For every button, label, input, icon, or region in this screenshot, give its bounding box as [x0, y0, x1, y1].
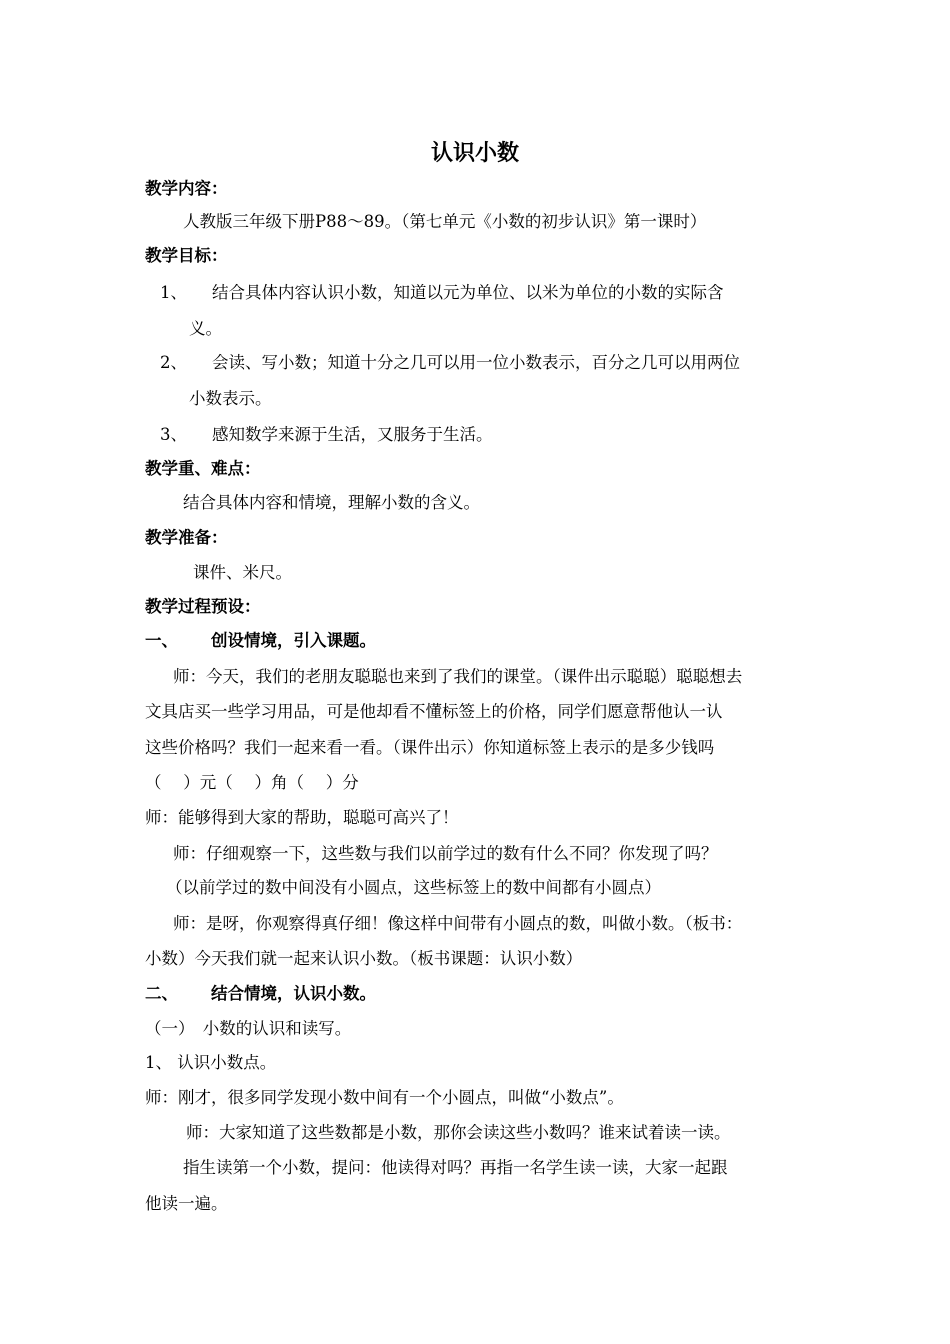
- prep-text: 课件、米尺。: [193, 563, 292, 582]
- goal-2: [160, 352, 825, 374]
- content-text: 人教版三年级下册P88～89。（第七单元《小数的初步认识》第一课时）: [183, 212, 707, 231]
- goal-2-line2: 小数表示。: [189, 389, 272, 408]
- heading-key-points: 教学重、难点：: [145, 459, 261, 478]
- para-1-line3: 这些价格吗？我们一起来看一看。（课件出示）你知道标签上表示的是多少钱吗: [145, 738, 715, 757]
- goal-1-number: 1、: [160, 283, 187, 302]
- para-8-line2: 他读一遍。: [145, 1194, 228, 1213]
- item-1: 1、 认识小数点。: [145, 1053, 277, 1072]
- para-1-line4: （ ）元（ ）角（ ）分: [145, 773, 359, 792]
- goal-2-number: 2、: [160, 353, 187, 372]
- part-1-title: 创设情境，引入课题。: [211, 631, 376, 650]
- part-1-number: 一、: [145, 631, 178, 650]
- para-5-line2: 小数）今天我们就一起来认识小数。（板书课题：认识小数）: [145, 949, 583, 968]
- para-6: 师：刚才，很多同学发现小数中间有一个小圆点，叫做“小数点”。: [145, 1088, 624, 1107]
- para-8-line1: 指生读第一个小数，提问：他读得对吗？再指一名学生读一读，大家一起跟: [183, 1158, 728, 1177]
- key-text: 结合具体内容和情境，理解小数的含义。: [183, 493, 480, 512]
- heading-content: 教学内容：: [145, 179, 228, 198]
- goal-3-number: 3、: [160, 425, 187, 444]
- para-1-line1: 师：今天，我们的老朋友聪聪也来到了我们的课堂。（课件出示聪聪）聪聪想去: [173, 667, 743, 686]
- page-title: 认识小数: [430, 141, 519, 166]
- goal-1: [160, 282, 825, 304]
- para-4: （以前学过的数中间没有小圆点，这些标签上的数中间都有小圆点）: [166, 878, 661, 897]
- goal-3-line1: 感知数学来源于生活，又服务于生活。: [212, 425, 493, 444]
- heading-goals: 教学目标：: [145, 246, 228, 265]
- part-2-title: 结合情境，认识小数。: [211, 984, 376, 1003]
- part-1-heading: [145, 630, 810, 652]
- part-2-number: 二、: [145, 984, 178, 1003]
- part-2-heading: [145, 983, 810, 1005]
- para-2: 师：能够得到大家的帮助，聪聪可高兴了！: [145, 808, 459, 827]
- goal-1-line1: 结合具体内容认识小数，知道以元为单位、以米为单位的小数的实际含: [212, 283, 724, 302]
- para-7: 师：大家知道了这些数都是小数，那你会读这些小数吗？谁来试着读一读。: [186, 1123, 731, 1142]
- heading-process: 教学过程预设：: [145, 597, 261, 616]
- para-3: 师：仔细观察一下，这些数与我们以前学过的数有什么不同？你发现了吗？: [173, 844, 718, 863]
- subsection-1: （一） 小数的认识和读写。: [145, 1019, 352, 1038]
- heading-preparation: 教学准备：: [145, 528, 228, 547]
- goal-3: [160, 424, 825, 446]
- goal-2-line1: 会读、写小数；知道十分之几可以用一位小数表示，百分之几可以用两位: [212, 353, 740, 372]
- goal-1-line2: 义。: [189, 319, 222, 338]
- para-1-line2: 文具店买一些学习用品，可是他却看不懂标签上的价格，同学们愿意帮他认一认: [145, 702, 723, 721]
- para-5-line1: 师：是呀，你观察得真仔细！像这样中间带有小圆点的数，叫做小数。（板书：: [173, 914, 743, 933]
